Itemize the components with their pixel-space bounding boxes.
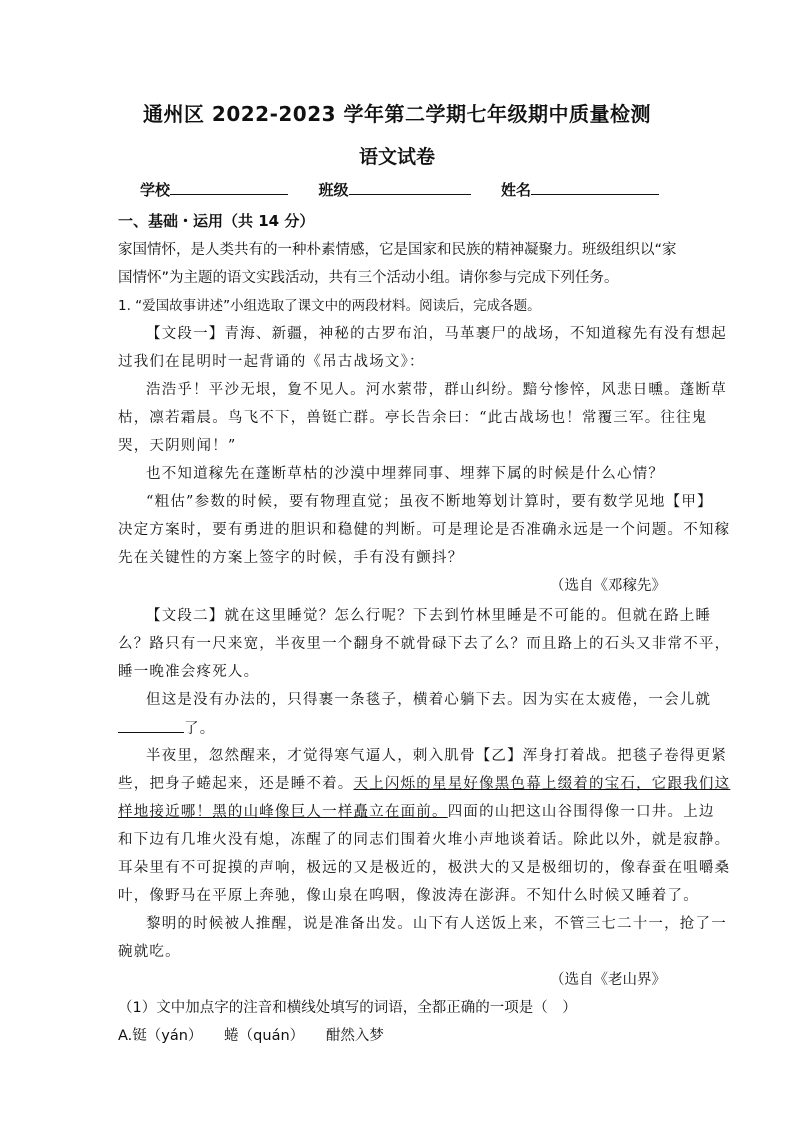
passage2-line: 黎明的时候被人推醒，说是准备出发。山下有人送饭上来，不管三七二十一，抢了一 [146,916,727,932]
name-field[interactable] [531,179,659,195]
underlined-sentence: 样地接近哪！黑的山峰像巨人一样矗立在面前。 [118,804,448,820]
name-label: 姓名 [500,181,531,199]
intro-line: 家国情怀，是人类共有的一种朴素情感，它是国家和民族的精神凝聚力。班级组织以“家 [118,242,677,258]
passage1-line: “粗估”参数的时候，要有物理直觉；虽夜不断地筹划计算时，要有数学见地【甲】 [146,494,713,510]
exam-subtitle: 语文试卷 [358,146,435,168]
intro-line: 国情怀”为主题的语文实践活动，共有三个活动小组。请你参与完成下列任务。 [118,270,619,286]
passage2-line [118,718,215,739]
passage2-line: 耳朵里有不可捉摸的声响，极远的又是极近的，极洪大的又是极细切的，像春蚕在咀嚼桑 [118,860,731,876]
passage1-source: （选自《邓稼先》 [550,578,666,594]
exam-title: 通州区 2022-2023 学年第二学期七年级期中质量检测 [142,102,652,126]
question-1: 1. “爱国故事讲述”小组选取了课文中的两段材料。阅读后，完成各题。 [118,298,541,314]
passage1-line: 【文段一】青海、新疆，神秘的古罗布泊，马革裹尸的战场，不知道稼先有没有想起 [146,326,727,342]
passage2-line [118,774,730,794]
passage2-text: 些，把身子蜷起来，还是睡不着。 [118,776,354,792]
passage1-line: 决定方案时，要有勇进的胆识和稳健的判断。可是理论是否准确永远是一个问题。不知稼 [118,522,731,538]
passage1-line: 过我们在昆明时一起背诵的《吊古战场文》： [118,354,425,370]
question-1-1: （1）文中加点字的注音和横线处填写的词语，全都正确的一项是（ ） [118,1000,577,1016]
passage2-line [118,802,715,822]
passage1-line: 枯，凛若霜晨。鸟飞不下，兽铤亡群。亭长告余曰：“此古战场也！常覆三军。往往鬼 [118,410,708,426]
underlined-sentence: 天上闪烁的星星好像黑色幕上缀着的宝石，它跟我们这 [353,776,731,792]
passage1-line: 也不知道稼先在蓬断草枯的沙漠中埋葬同事、埋葬下属的时候是什么心情？ [146,466,665,482]
fill-blank[interactable] [118,718,184,733]
passage2-line: 【文段二】就在这里睡觉？怎么行呢？下去到竹林里睡是不可能的。但就在路上睡 [146,608,712,624]
option-a[interactable]: A.铤（yán） 蜷（quán） 酣然入梦 [118,1028,384,1044]
passage2-source: （选自《老山界》 [550,972,666,988]
passage2-line: 碗就吃。 [118,944,181,960]
passage2-text: 四面的山把这山谷围得像一口井。上边 [447,804,715,820]
class-label: 班级 [318,181,349,199]
passage2-line: 半夜里，忽然醒来，才觉得寒气逼人，刺入肌骨【乙】浑身打着战。把毯子卷得更紧 [146,748,727,764]
student-info-row [140,179,659,200]
passage1-line: 先在关键性的方案上签字的时候，手有没有颤抖？ [118,550,464,566]
school-label: 学校 [140,181,171,199]
passage2-line: 睡一晚准会疼死人。 [118,664,260,680]
passage1-line: 哭，天阴则闻！” [118,438,237,454]
passage2-line: 和下边有几堆火没有熄，冻醒了的同志们围着火堆小声地谈着话。除此以外，就是寂静。 [118,832,731,848]
passage2-line: 么？路只有一尺来宽，半夜里一个翻身不就骨碌下去了么？而且路上的石头又非常不平， [118,636,731,652]
section-heading: 一、基础・运用（共 14 分） [118,212,315,230]
passage1-line: 浩浩乎！平沙无垠，夐不见人。河水萦带，群山纠纷。黯兮惨悴，风悲日曛。蓬断草 [146,382,727,398]
school-field[interactable] [170,179,288,195]
class-field[interactable] [349,179,471,195]
passage2-line: 叶，像野马在平原上奔驰，像山泉在呜咽，像波涛在澎湃。不知什么时候又睡着了。 [118,888,699,904]
passage2-text: 了。 [184,721,216,737]
passage2-line: 但这是没有办法的，只得裹一条毯子，横着心躺下去。因为实在太疲倦，一会儿就 [146,692,712,708]
